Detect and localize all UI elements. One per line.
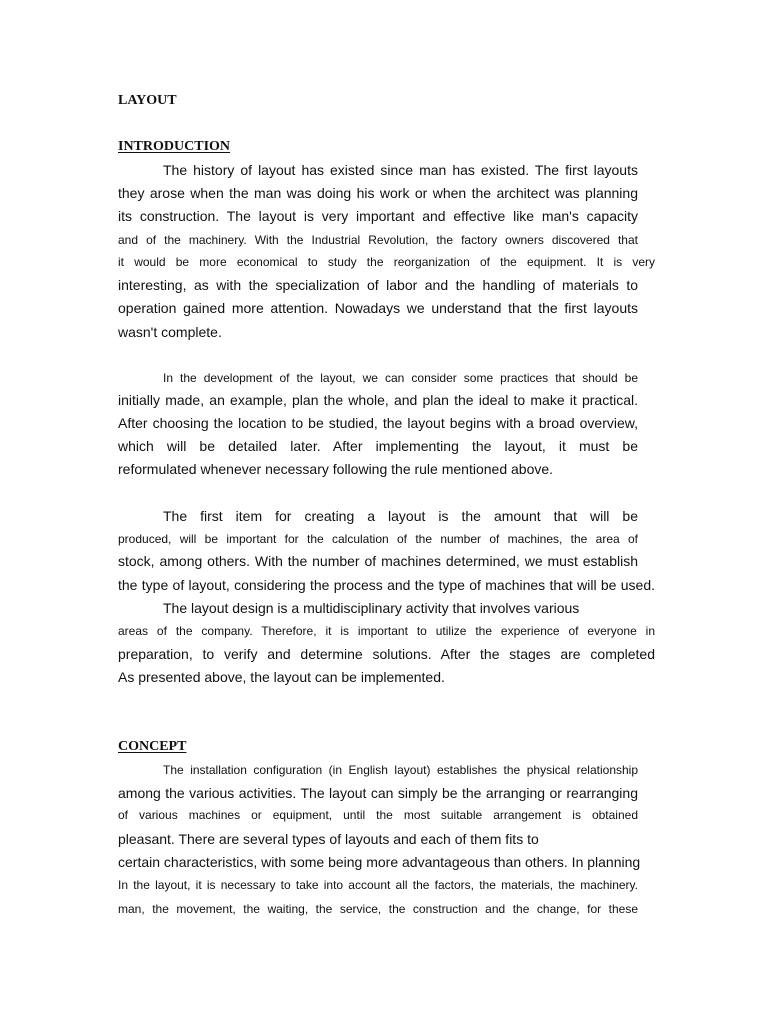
text-line: preparation, to verify and determine solutions. After the stages are completed: [118, 646, 655, 662]
text-line: man, the movement, the waiting, the service, the construction and the change, for these: [118, 902, 638, 916]
text-line: wasn't complete.: [118, 324, 222, 340]
text-line: stock, among others. With the number of machines determined, we must establish: [118, 553, 638, 569]
document-title: LAYOUT: [118, 93, 177, 108]
text-line: produced, will be important for the calculation of the number of machines, the area of: [118, 532, 638, 546]
text-line: among the various activities. The layout can simply be the arranging or rearranging: [118, 785, 638, 801]
text-line: its construction. The layout is very important and effective like man's capacity: [118, 208, 638, 224]
text-line: the type of layout, considering the process and the type of machines that will be used.: [118, 577, 655, 593]
text-line: and of the machinery. With the Industrial Revolution, the factory owners discovered that: [118, 233, 638, 247]
text-line: After choosing the location to be studied, the layout begins with a broad overview,: [118, 415, 638, 431]
text-line: The first item for creating a layout is the amount that will be: [163, 508, 638, 524]
text-line: they arose when the man was doing his work or when the architect was planning: [118, 185, 638, 201]
concept-heading: CONCEPT: [118, 739, 187, 754]
text-line: In the layout, it is necessary to take into account all the factors, the materials, the machinery.: [118, 878, 638, 892]
text-line: operation gained more attention. Nowadays we understand that the first layouts: [118, 300, 638, 316]
text-line: As presented above, the layout can be implemented.: [118, 669, 445, 685]
text-line: The history of layout has existed since man has existed. The first layouts: [163, 162, 638, 178]
text-line: reformulated whenever necessary following the rule mentioned above.: [118, 461, 554, 477]
text-line: In the development of the layout, we can consider some practices that should be: [163, 371, 638, 385]
text-line: The installation configuration (in English layout) establishes the physical relationship: [163, 763, 638, 777]
text-line: The layout design is a multidisciplinary activity that involves various: [163, 600, 580, 616]
text-line: it would be more economical to study the reorganization of the equipment. It is very: [118, 255, 655, 269]
introduction-heading: INTRODUCTION: [118, 139, 231, 154]
text-line: initially made, an example, plan the whole, and plan the ideal to make it practical.: [118, 392, 638, 408]
text-line: certain characteristics, with some being more advantageous than others. In planning: [118, 854, 641, 870]
text-line: which will be detailed later. After implementing the layout, it must be: [118, 438, 638, 454]
text-line: pleasant. There are several types of layouts and each of them fits to: [118, 831, 539, 847]
text-line: interesting, as with the specialization of labor and the handling of materials to: [118, 277, 638, 293]
text-line: areas of the company. Therefore, it is important to utilize the experience of everyone in: [118, 624, 655, 638]
text-line: of various machines or equipment, until the most suitable arrangement is obtained: [118, 808, 638, 822]
